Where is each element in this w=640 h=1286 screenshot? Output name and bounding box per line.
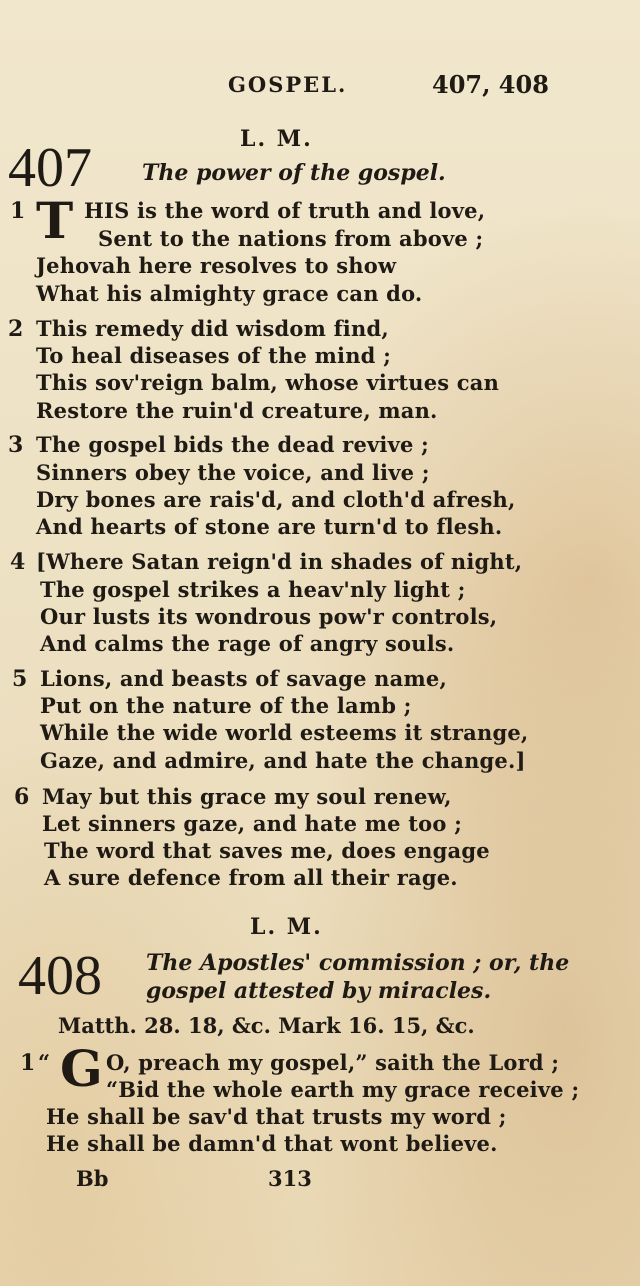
verse-number: 4	[10, 549, 26, 575]
verse-line: And calms the rage of angry souls.	[40, 631, 455, 656]
verse-number: 6	[14, 784, 30, 810]
verse-line: This remedy did wisdom find,	[36, 316, 389, 341]
verse-line: This sov'reign balm, whose virtues can	[36, 370, 500, 395]
hymn-407-meter: L. M.	[240, 126, 313, 152]
verse-line: The word that saves me, does engage	[44, 838, 490, 863]
verse-line: Lions, and beasts of savage name,	[40, 666, 447, 691]
verse-line: The gospel strikes a heav'nly light ;	[40, 577, 466, 602]
hymn-408-meter: L. M.	[250, 914, 323, 940]
opening-quote: “	[38, 1050, 51, 1075]
verse-line: HIS is the word of truth and love,	[84, 198, 486, 223]
signature-mark: Bb	[76, 1166, 109, 1191]
verse-line: And hearts of stone are turn'd to flesh.	[36, 514, 503, 539]
verse-number: 3	[8, 432, 24, 458]
hymn-408-number: 408	[18, 945, 102, 1007]
verse-line: [Where Satan reign'd in shades of night,	[36, 549, 523, 574]
verse-line: May but this grace my soul renew,	[42, 784, 452, 809]
running-header-hymn-numbers: 407, 408	[432, 70, 549, 99]
verse-line: The gospel bids the dead revive ;	[36, 432, 430, 457]
verse-line: O, preach my gospel,” saith the Lord ;	[106, 1050, 560, 1075]
verse-line: A sure defence from all their rage.	[44, 865, 458, 890]
verse-line: Jehovah here resolves to show	[36, 253, 397, 278]
page-number: 313	[268, 1166, 312, 1191]
verse-line: What his almighty grace can do.	[36, 281, 423, 306]
verse-line: To heal diseases of the mind ;	[36, 343, 392, 368]
verse-number: 5	[12, 666, 28, 692]
verse-line: Let sinners gaze, and hate me too ;	[42, 811, 463, 836]
verse-line: He shall be sav'd that trusts my word ;	[46, 1104, 507, 1129]
verse-line: While the wide world esteems it strange,	[40, 720, 529, 745]
verse-line: “Bid the whole earth my grace receive ;	[106, 1077, 580, 1102]
verse-number: 2	[8, 316, 24, 342]
scripture-reference: Matth. 28. 18, &c. Mark 16. 15, &c.	[58, 1013, 475, 1038]
running-header-section: GOSPEL.	[228, 72, 348, 97]
verse-line: He shall be damn'd that wont believe.	[46, 1131, 498, 1156]
verse-number: 1	[10, 198, 26, 224]
hymn-408-title-line-2: gospel attested by miracles.	[146, 978, 492, 1004]
verse-line: Put on the nature of the lamb ;	[40, 693, 412, 718]
verse-line: Gaze, and admire, and hate the change.]	[40, 748, 526, 773]
hymn-407-title: The power of the gospel.	[142, 160, 446, 186]
drop-cap-letter: G	[60, 1039, 103, 1098]
verse-line: Restore the ruin'd creature, man.	[36, 398, 438, 423]
verse-line: Sinners obey the voice, and live ;	[36, 460, 430, 485]
verse-number: 1	[20, 1050, 36, 1076]
hymn-408-title-line-1: The Apostles' commission ; or, the	[146, 950, 570, 976]
verse-line: Dry bones are rais'd, and cloth'd afresh,	[36, 487, 516, 512]
verse-line: Sent to the nations from above ;	[98, 226, 484, 251]
drop-cap-letter: T	[36, 191, 74, 250]
hymn-407-number: 407	[8, 137, 92, 199]
verse-line: Our lusts its wondrous pow'r controls,	[40, 604, 498, 629]
